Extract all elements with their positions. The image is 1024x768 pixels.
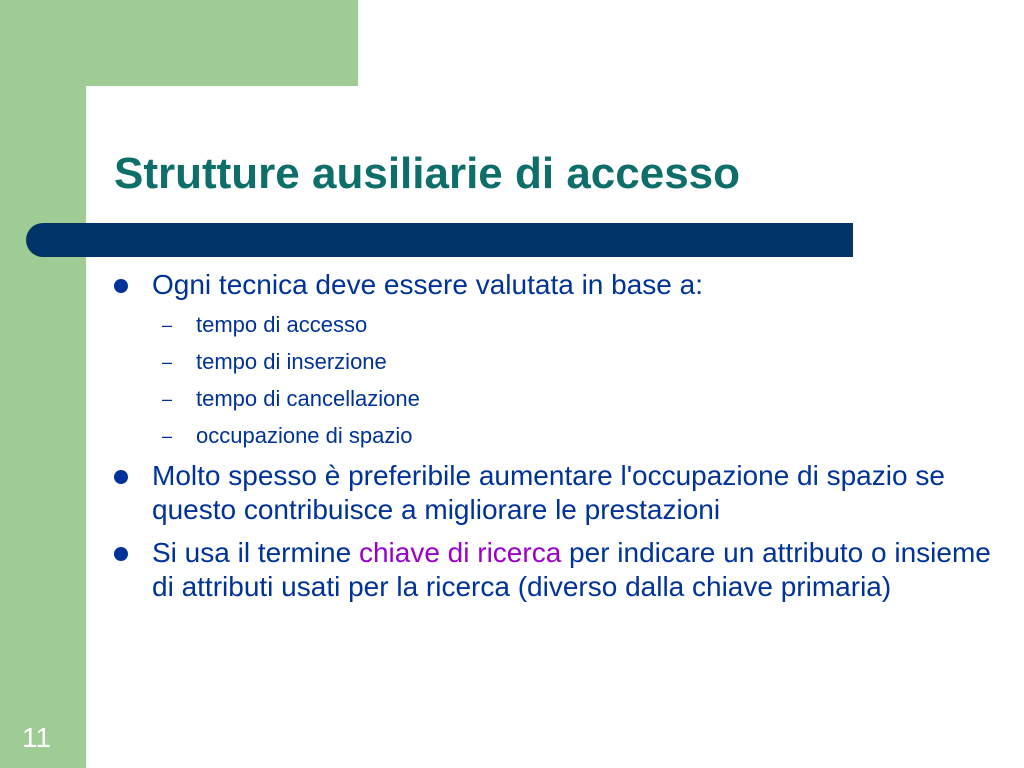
- sub-bullet-list: [112, 311, 1002, 450]
- bullet-dot-icon: [114, 279, 128, 293]
- bullet-item: [112, 536, 1002, 604]
- sub-bullet-text: occupazione di spazio: [196, 423, 413, 448]
- sub-bullet-text: tempo di cancellazione: [196, 386, 420, 411]
- dash-icon: –: [162, 315, 173, 335]
- sub-bullet-text: tempo di inserzione: [196, 349, 387, 374]
- green-top-band: [0, 0, 358, 86]
- bullet-text-before: Si usa il termine: [152, 537, 359, 568]
- bullet-text: Ogni tecnica deve essere valutata in base a:: [152, 269, 704, 300]
- sub-bullet-item: [112, 422, 1002, 450]
- sub-bullet-text: tempo di accesso: [196, 312, 368, 337]
- dash-icon: –: [162, 352, 173, 372]
- dash-icon: –: [162, 426, 173, 446]
- slide-title: Strutture ausiliarie di accesso: [114, 149, 741, 198]
- bullet-item: [112, 268, 1002, 302]
- slide-content: [112, 268, 1002, 613]
- dash-icon: –: [162, 389, 173, 409]
- bullet-dot-icon: [114, 547, 128, 561]
- bullet-dot-icon: [114, 470, 128, 484]
- slide-number: 11: [22, 722, 52, 753]
- bullet-item: [112, 459, 1002, 527]
- bullet-text: Molto spesso è preferibile aumentare l'occupazione di spazio se questo contribuisce a migliorare le prestazioni: [152, 460, 945, 525]
- bullet-text-after: per indicare un attributo o insieme di attributi usati per la ricerca (diverso dalla chiave primaria): [152, 537, 991, 602]
- green-side-band: [0, 0, 86, 768]
- sub-bullet-item: [112, 385, 1002, 413]
- sub-bullet-item: [112, 348, 1002, 376]
- highlighted-term: chiave di ricerca: [358, 537, 562, 568]
- title-underline-bar: [26, 223, 853, 257]
- sub-bullet-item: [112, 311, 1002, 339]
